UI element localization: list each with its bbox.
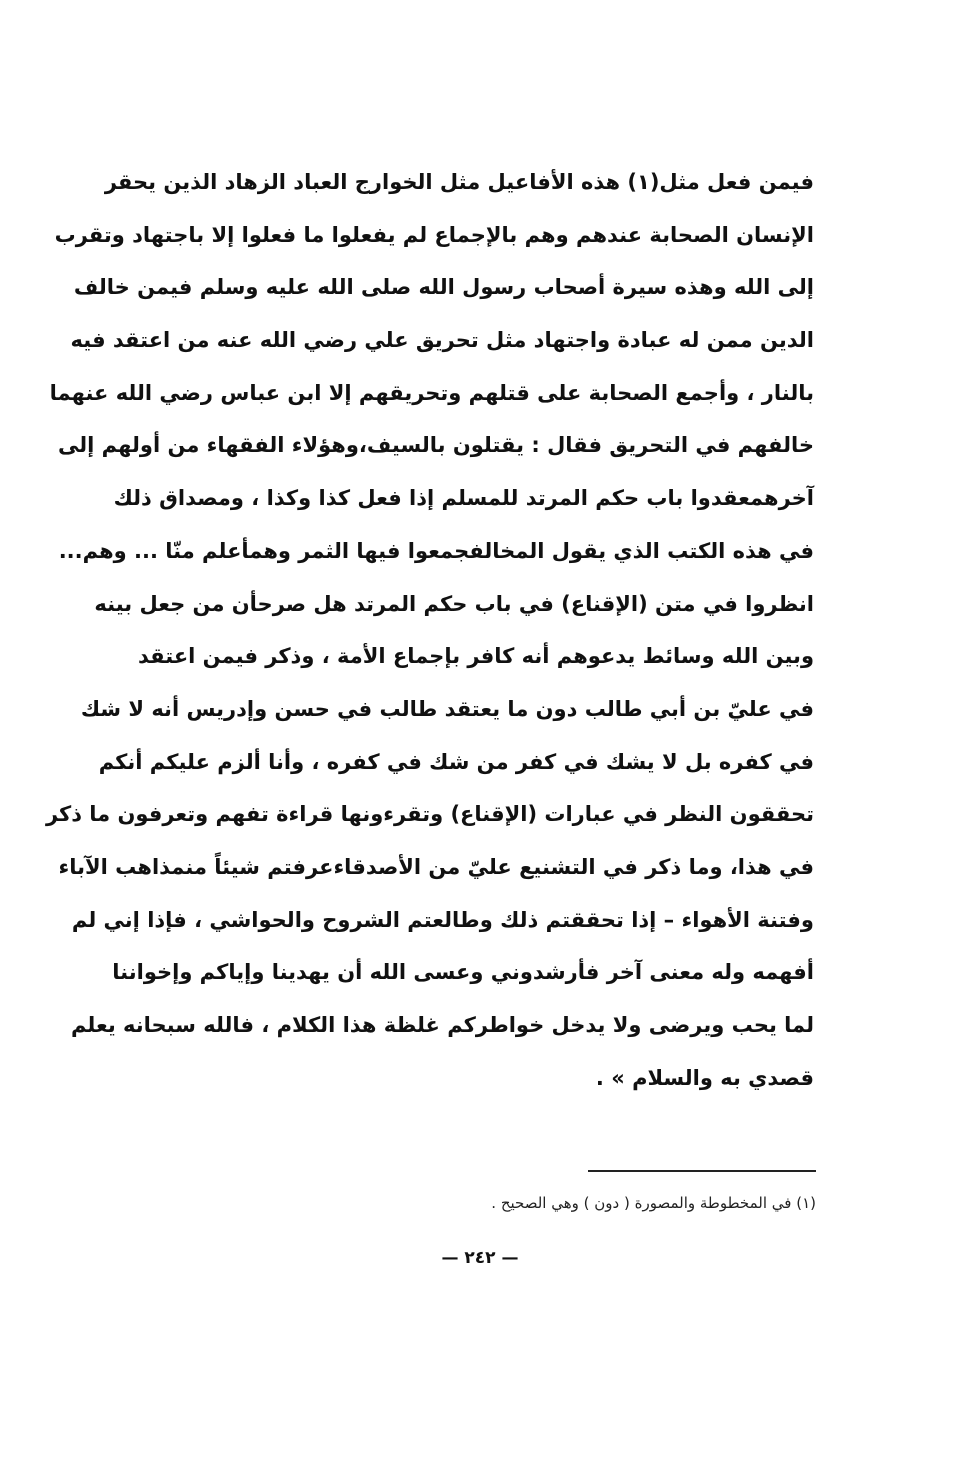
- footnote: (١) في المخطوطة والمصورة ( دون ) وهي الصحيح .: [491, 1194, 816, 1212]
- text-line-6: خالفهم في التحريق فقال : يقتلون بالسيف،وهؤلاء الفقهاء من أولهم إلى: [58, 433, 814, 458]
- text-line-18: قصدي به والسلام » .: [595, 1065, 814, 1090]
- main-text-block: [45, 156, 814, 1104]
- text-line-12: في كفره بل لا يشك في كفر من شك في كفره ، وأنا ألزم عليكم أنكم: [98, 749, 814, 774]
- text-line-4: الدين ممن له عبادة واجتهاد مثل تحريق علي رضي الله عنه من اعتقد فيه: [70, 328, 814, 353]
- text-line-13: تحققون النظر في عبارات (الإقناع) وتقرءونها قراءة تفهم وتعرفون ما ذكر: [45, 802, 814, 827]
- text-line-15: وفتنة الأهواء – إذا تحققتم ذلك وطالعتم الشروح والحواشي ، فإذا إني لم: [71, 907, 814, 932]
- text-line-3: إلى الله وهذه سيرة أصحاب رسول الله صلى الله عليه وسلم فيمن خالف: [73, 275, 814, 300]
- text-line-16: أفهمه وله معنى آخر فأرشدوني وعسى الله أن يهدينا وإياكم وإخواننا: [112, 960, 814, 985]
- text-line-14: في هذا، وما ذكر في التشنيع عليّ من الأصدقاءعرفتم شيئاً منمذاهب الآباء: [58, 854, 814, 879]
- text-line-8: في هذه الكتب الذي يقول المخالفجمعوا فيها الثمر وهمأعلم منّا ... وهم...: [58, 538, 814, 563]
- text-line-10: وبين الله وسائط يدعوهم أنه كافر بإجماع الأمة ، وذكر فيمن اعتقد: [138, 644, 814, 669]
- text-line-2: الإنسان الصحابة عندهم وهم بالإجماع لم يفعلوا ما فعلوا إلا باجتهاد وتقرب: [54, 222, 814, 247]
- text-line-9: انظروا في متن (الإقناع) في باب حكم المرتد هل صرحأن من جعل بينه: [94, 591, 814, 616]
- footnote-divider: [588, 1170, 816, 1172]
- text-line-5: بالنار ، وأجمع الصحابة على قتلهم وتحريقهم إلا ابن عباس رضي الله عنهما: [49, 380, 814, 405]
- text-line-11: في عليّ بن أبي طالب دون ما يعتقد طالب في حسن وإدريس أنه لا شك: [80, 696, 814, 721]
- page-number: — ٢٤٢ —: [441, 1248, 519, 1268]
- text-line-17: لما يحب ويرضى ولا يدخل خواطركم غلظة هذا الكلام ، فالله سبحانه يعلم: [70, 1013, 814, 1037]
- text-line-7: آخرهمعقدوا باب حكم المرتد للمسلم إذا فعل كذا وكذا ، ومصداق ذلك: [113, 486, 814, 511]
- text-line-1: فيمن فعل مثل(١) هذه الأفاعيل مثل الخوارج العباد الزهاد الذين يحقر: [104, 170, 814, 194]
